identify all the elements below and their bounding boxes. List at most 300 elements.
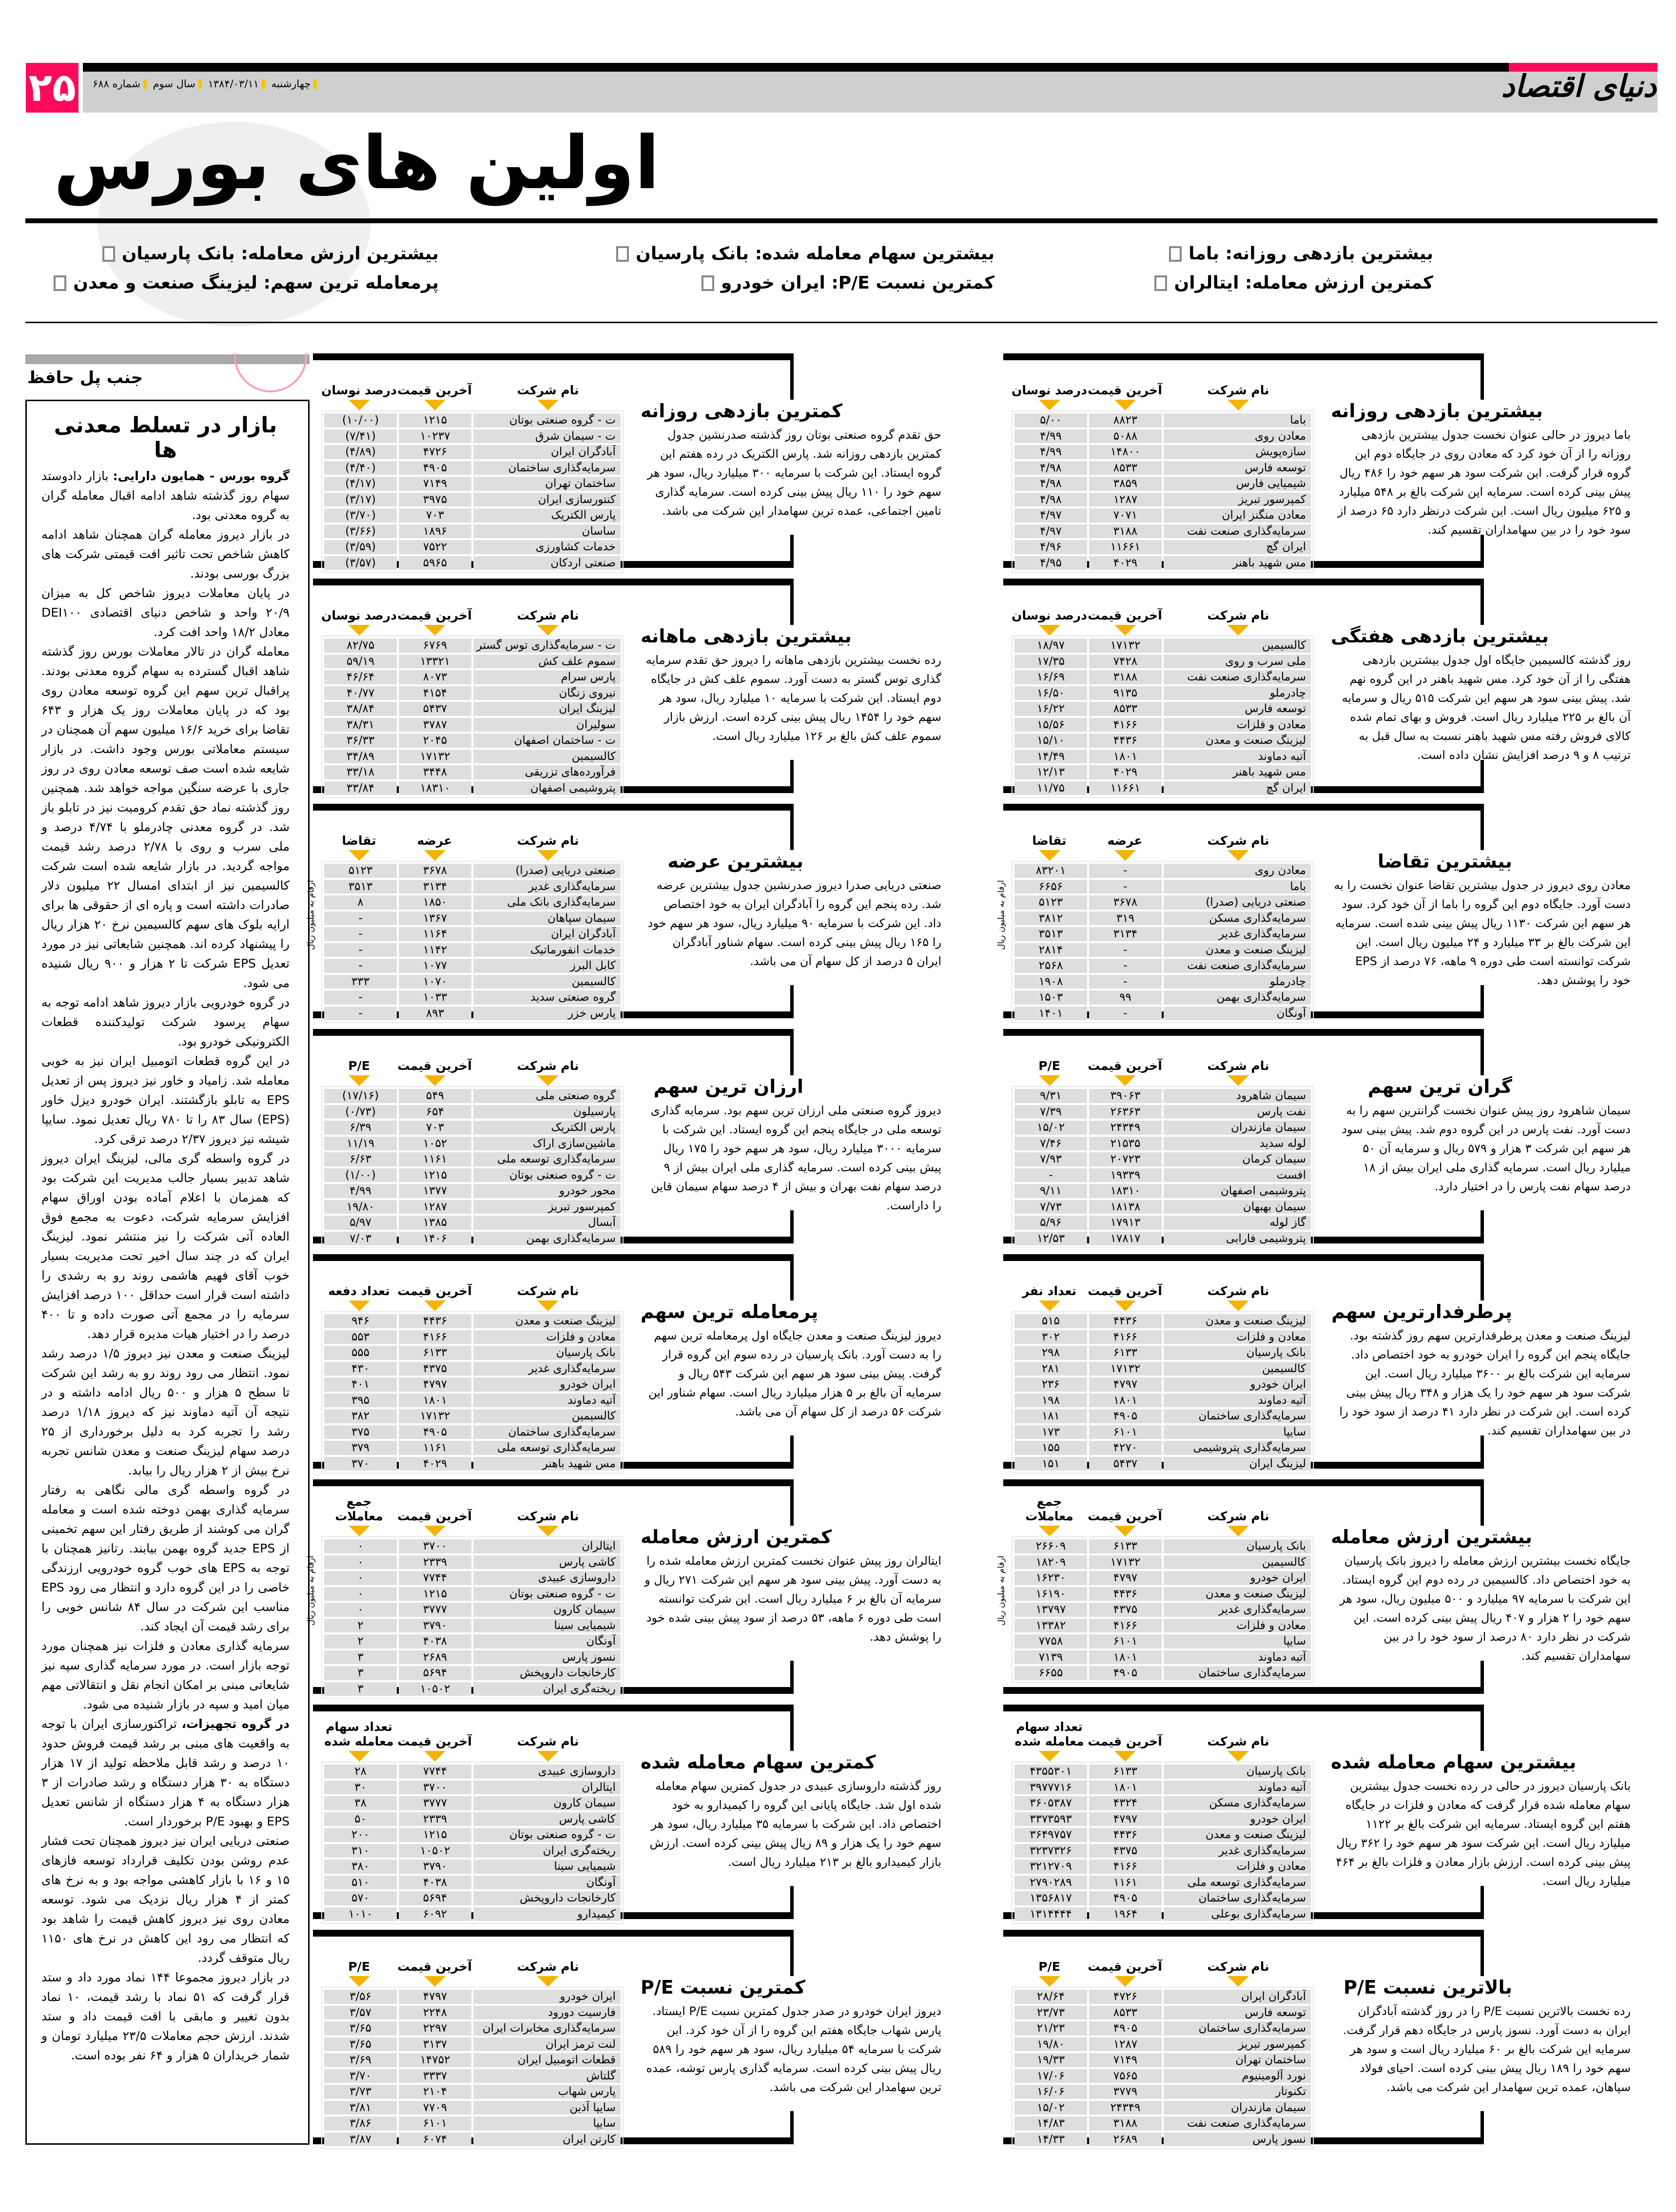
- table-row: [323, 2037, 622, 2053]
- section-text: روز گذشته داروسازی عبیدی در جدول کمترین سهام معامله شده اول شد. جایگاه پایانی این گروه را کیمیدارو به خود اختصاص داد. این شرکت با سرمایه ۳۵ میلیارد ریال، سود هر سهم خود را یک هزار و ۸۹ ریال پیش بینی کرده است. ارزش بازار کیمیدارو بالغ بر ۲۱۳ میلیارد ریال است.: [649, 1779, 941, 1869]
- table-row: [323, 733, 622, 749]
- column-header-label: جمع معاملات: [1025, 1494, 1073, 1523]
- value-primary: ۴۱۶۶: [1089, 718, 1162, 732]
- company-name: ساختمان تهران: [473, 477, 621, 491]
- company-name: صنعتی اردکان: [473, 556, 621, 570]
- table-row: [323, 990, 622, 1006]
- column-header: [321, 1490, 397, 1536]
- triangle-marker-icon: [1228, 1976, 1249, 1987]
- frame-edge: [1481, 1254, 1484, 1300]
- section-text: صنعتی دریایی صدرا دیروز صدرنشین جدول بیشترین عرضه شد. رده پنجم این گروه را آبادگران ایران به خود اختصاص داد. این شرکت با سرمایه ۹۰ میلیارد ریال، سود هر سهم خود را ۱۶۵ ریال پیش بینی کرده است. سهام شناور آبادگران ایران ۵ درصد از کل سهام آن می باشد.: [647, 878, 941, 968]
- table-row: [1013, 1633, 1312, 1649]
- column-header-label: آخرین قیمت: [397, 608, 472, 622]
- frame-edge: [790, 804, 794, 850]
- column-header: [397, 1265, 472, 1311]
- company-name: فرآورده‌های تزریقی: [473, 765, 621, 779]
- section-text: بانک پارسیان دیروز در حالی در رده نخست جدول بیشترین سهام معامله شده قرار گرفت که معادن و فلزات در جایگاه هفتم این گروه ایستاد. سرمایه این شرکت بالغ بر ۱۱۲۲ میلیارد ریال است. این شرکت سود هر سهم خود را ۳۶۲ ریال پیش بینی کرده است. ارزش بازار معادن و فلزات بالغ بر ۴۶۴ میلیارد ریال است.: [1336, 1779, 1631, 1888]
- company-name: چادرملو: [1164, 975, 1311, 989]
- masthead-bar: [83, 63, 1509, 72]
- table-row: [1013, 863, 1312, 879]
- section-text: دیروز ایران خودرو در صدر جدول کمترین نسبت P/E ایستاد. پارس شهاب جایگاه هفتم این گروه را از آن خود کرد. این شرکت با سرمایه ۵۴ میلیارد ریال، سود هر سهم خود را ۵۸۹ ریال پیش بینی کرده است. سرمایه گذاری پارس توشه، عمده ترین سهامدار این شرکت می باشد.: [646, 2004, 941, 2094]
- company-name: کالسیمین: [473, 1409, 621, 1423]
- checkbox-icon: [616, 246, 629, 262]
- company-name: سایپا: [473, 2116, 621, 2131]
- table-row: [323, 460, 622, 476]
- company-name: سرمایه‌گذاری ساختمان: [473, 461, 621, 475]
- company-name: نورد آلومینیوم: [1164, 2069, 1311, 2083]
- table-row: [1013, 1875, 1312, 1891]
- company-name: ساختمان تهران: [1164, 2053, 1311, 2067]
- column-header-label: P/E: [348, 1059, 370, 1073]
- triangle-marker-icon: [1039, 1075, 1060, 1086]
- company-name: سایپا: [1164, 1634, 1311, 1649]
- column-header: [321, 364, 397, 410]
- table-row: [1013, 974, 1312, 990]
- value-primary: ۷۰۷۱: [1089, 508, 1162, 523]
- value-secondary: ۳۴/۸۹: [324, 750, 397, 764]
- article-paragraph: [41, 1480, 290, 1636]
- ranking-table: [1012, 1536, 1314, 1683]
- company-name: مس شهید باهنر: [1164, 556, 1311, 570]
- frame-edge: [790, 1930, 794, 1976]
- article-paragraph: [41, 1051, 290, 1149]
- company-name: سیمان کارون: [473, 1603, 621, 1617]
- frame-edge: [790, 760, 794, 793]
- company-name: سرمایه‌گذاری بانک ملی: [473, 895, 621, 910]
- triangle-marker-icon: [424, 850, 446, 861]
- value-primary: ۴۰۲۹: [399, 1457, 471, 1471]
- triangle-marker-icon: [349, 1526, 370, 1536]
- ranking-table: [1012, 861, 1314, 1023]
- value-secondary: (۳/۵۷): [324, 556, 397, 570]
- value-secondary: ۳۸/۸۴: [324, 702, 397, 716]
- company-name: سرمایه‌گذاری توسعه ملی: [473, 1152, 621, 1166]
- triangle-marker-icon: [424, 1751, 446, 1762]
- triangle-marker-icon: [1114, 1075, 1136, 1086]
- summary-item: [702, 273, 994, 293]
- value-secondary: ۳/۷۳: [324, 2085, 397, 2099]
- value-secondary: ۱۶۲۳۰: [1014, 1571, 1087, 1585]
- column-header: [1012, 815, 1087, 861]
- company-name: آتیه دماوند: [1164, 1394, 1311, 1408]
- frame-edge: [790, 985, 794, 1018]
- divider: [25, 218, 1657, 223]
- company-name: آونگان: [1164, 1007, 1311, 1021]
- company-name: معادن و فلزات: [1164, 1860, 1311, 1874]
- ranking-table: [321, 1762, 624, 1924]
- column-header-label: نام شرکت: [517, 608, 579, 622]
- column-header: [321, 1265, 397, 1311]
- ranking-table: [1012, 410, 1314, 573]
- company-name: سایپا آذین: [473, 2101, 621, 2115]
- frame-edge: [790, 1661, 794, 1694]
- value-primary: ۴۰۲۹: [1089, 556, 1162, 570]
- triangle-marker-icon: [1114, 625, 1136, 636]
- frame-edge: [790, 353, 794, 400]
- table-row: [323, 1377, 622, 1393]
- table-row: [323, 1859, 622, 1875]
- triangle-marker-icon: [1228, 850, 1249, 861]
- company-name: آتیه دماوند: [473, 1394, 621, 1408]
- table-row: [323, 1827, 622, 1843]
- value-primary: ۴۷۹۷: [399, 1378, 471, 1392]
- column-header: [472, 1265, 624, 1311]
- company-name: پتروشیمی اصفهان: [1164, 1184, 1311, 1198]
- value-primary: ۲۶۸۹: [399, 1650, 471, 1665]
- value-primary: ۵۰۸۸: [1089, 429, 1162, 444]
- section-title: پرطرفدارترین سهم: [1331, 1301, 1512, 1322]
- paragraph-text: معامله گران در تالار معاملات بورس روز گذشته شاهد اقبال گسترده به سهام گروه معدنی بودند. پراقبال ترین سهم این گروه توسعه معادن روی بود که در پایان معاملات روز یک هزار و ۶۴۳ تقاضا برای خرید ۱۶/۶ میلیون سهم آن همچنان در سیستم معاملاتی بورس وجود داشت. در بازار شایعه شده است صف توسعه معادن روی در روز جاری با عرضه سنگین مواجه خواهد شد. همچنین روز گذشته نماد حق تقدم کرومیت نیز در تابلو باز شد. در گروه معدنی چادرملو با ۴/۷۴ درصد و ملی سرب و روی با ۲/۷۸ درصد رشد قیمت مواجه گردید. در بازار شایعه شده است شرکت کالسیمین نیز از ابتدای امسال ۲۲ میلیون دلار صادرات داشته است و پاره ای از حقوقی ها برای ارایه بلوک های سهم کالسیمین نرخ ۲۰ هزار ریال را پیشنهاد کرده اند. همچنین شایعاتی نیز در مورد تعدیل EPS شرکت تا ۲ هزار و ۹۰۰ ریال شنیده می شود.: [41, 644, 290, 990]
- value-primary: ۱۳۶۷: [399, 912, 471, 926]
- value-secondary: ۰: [324, 1539, 397, 1553]
- table-row: [323, 1313, 622, 1329]
- company-name: شیمیایی فارس: [1164, 477, 1311, 491]
- table-row: [323, 749, 622, 765]
- ranking-section: [313, 1705, 991, 1924]
- value-secondary: ۴/۹۸: [1014, 461, 1087, 475]
- column-header-label: آخرین قیمت: [397, 1284, 472, 1298]
- company-name: سرمایه‌گذاری بهمن: [1164, 990, 1311, 1005]
- company-name: سرمایه‌گذاری غدیر: [1164, 927, 1311, 941]
- company-name: کالسیمین: [1164, 639, 1311, 653]
- column-header: [1163, 589, 1314, 636]
- value-secondary: ۱۵/۰۲: [1014, 1121, 1087, 1135]
- value-primary: ۴۳۷۵: [1089, 1844, 1162, 1858]
- value-primary: ۲۱۵۳۵: [1089, 1137, 1162, 1151]
- table-row: [323, 2068, 622, 2084]
- value-primary: ۱۸۰۱: [1089, 1394, 1162, 1408]
- value-secondary: ۰: [324, 1603, 397, 1617]
- company-name: لیزینگ ایران: [473, 702, 621, 716]
- value-primary: ۱۷۱۳۲: [1089, 639, 1162, 653]
- value-primary: ۱۰۵۲: [399, 1137, 471, 1151]
- column-header-label: نام شرکت: [1207, 383, 1269, 397]
- value-secondary: ۱۴۰۱: [1014, 1007, 1087, 1021]
- column-header: [1012, 1490, 1087, 1536]
- value-secondary: ۱۵/۰۲: [1014, 2101, 1087, 2115]
- table-row: [323, 1890, 622, 1906]
- table-header: [321, 1715, 624, 1762]
- value-secondary: -: [324, 927, 397, 941]
- value-secondary: ۳۷۰: [324, 1457, 397, 1471]
- value-primary: ۴۷۹۷: [1089, 1378, 1162, 1392]
- table-row: [323, 1795, 622, 1811]
- value-primary: ۲۴۳۴۹: [1089, 2101, 1162, 2115]
- market-article: [25, 400, 310, 2145]
- table-row: [323, 1361, 622, 1377]
- paragraph-text: در گروه واسطه گری مالی نگاهی به رفتار سرمایه گذاری بهمن دوخته شده است و معامله گران می کوشند از طریق رفتار این سهم تخمینی از EPS جدید گروه بهمن بیابند. رتانیز همچنان با توجه به EPS های خوب گروه خودرویی ارزندگی خاصی را در این گروه دارد و انتظار می رود EPS مناسب این شرکت در سال ۸۴ شانس خوبی را برای رشد قیمت آن ایجاد کند.: [41, 1483, 290, 1633]
- article-body: [41, 466, 290, 2065]
- column-header-label: جمع معاملات: [335, 1494, 383, 1523]
- company-name: پارس شهاب: [473, 2085, 621, 2099]
- triangle-marker-icon: [1114, 1300, 1136, 1311]
- paragraph-text: بازار دادوستد سهام روز گذشته شاهد ادامه اقبال معامله گران به گروه معدنی بود.: [41, 469, 290, 522]
- column-header: [321, 589, 397, 636]
- value-secondary: ۳/۶۵: [324, 2021, 397, 2036]
- column-header-label: آخرین قیمت: [397, 1734, 472, 1748]
- table-row: [323, 863, 622, 879]
- paragraph-text: در پایان معاملات دیروز شاخص کل به میزان ۲۰/۹ واحد و شاخص دنیای اقتصادی DEI۱۰۰ معادل ۱۸/۲ واحد افت کرد.: [41, 586, 290, 639]
- table-row: [323, 1538, 622, 1554]
- ranking-section: [313, 353, 991, 573]
- table-header: [1012, 1490, 1314, 1536]
- value-secondary: ۲: [324, 1619, 397, 1633]
- value-secondary: ۶/۳۹: [324, 1121, 397, 1135]
- triangle-marker-icon: [424, 1075, 446, 1086]
- article-paragraph: [41, 525, 290, 583]
- article-title: بازار در تسلط معدنی ها: [54, 413, 277, 463]
- value-primary: ۸۰۷۳: [399, 670, 471, 684]
- value-secondary: ۳۱۰: [324, 1844, 397, 1858]
- checkbox-icon: [702, 275, 714, 291]
- company-name: سرمایه‌گذاری صنعت نفت: [1164, 959, 1311, 973]
- value-primary: ۱۱۶۱: [399, 1441, 471, 1455]
- company-name: ت - گروه صنعتی بوتان: [473, 1587, 621, 1601]
- column-header-label: آخرین قیمت: [397, 1509, 472, 1523]
- column-header: [1087, 1715, 1163, 1762]
- column-header: [1012, 1265, 1087, 1311]
- ranking-section: [996, 804, 1676, 1023]
- column-header: [1012, 589, 1087, 636]
- column-header: [321, 1715, 397, 1762]
- section-title: بیشترین تقاضا: [1377, 851, 1512, 872]
- frame-edge: [790, 1479, 794, 1526]
- triangle-marker-icon: [1228, 625, 1249, 636]
- column-header: [321, 815, 397, 861]
- value-primary: ۲۳۳۹: [399, 1812, 471, 1826]
- section-title: بیشترین سهام معامله شده: [1331, 1751, 1577, 1773]
- value-secondary: ۲۵۶۸: [1014, 959, 1087, 973]
- column-header: [397, 1490, 472, 1536]
- column-kicker: جنب پل حافظ: [27, 368, 143, 388]
- value-secondary: ۳۹۷۷۷۱۶: [1014, 1781, 1087, 1795]
- section-text: لیزینگ صنعت و معدن پرطرفدارترین سهم روز گذشته بود. جایگاه پنجم این گروه را ایران خودرو به خود اختصاص داد. سرمایه این شرکت بالغ بر ۳۶۰۰ میلیارد ریال است. این شرکت سود هر سهم خود را یک هزار و ۳۴۸ ریال پیش بینی کرده است. این شرکت در نظر دارد ۴۱ درصد از سود خود را در بین سهامداران تقسیم کند.: [1339, 1329, 1631, 1437]
- table-row: [323, 717, 622, 733]
- value-secondary: ۹۴۶: [324, 1314, 397, 1328]
- section-title: بیشترین عرضه: [667, 851, 803, 872]
- value-primary: ۱۷۱۳۲: [399, 750, 471, 764]
- dateline-date: ۱۳۸۴/۰۳/۱۱: [208, 78, 259, 90]
- article-paragraph: [41, 1714, 290, 1831]
- company-name: سیمان مازندران: [1164, 2101, 1311, 2115]
- table-row: [1013, 2132, 1312, 2148]
- value-secondary: ۱۹۸: [1014, 1394, 1087, 1408]
- triangle-marker-icon: [537, 1751, 559, 1762]
- column-header-label: نام شرکت: [517, 1059, 579, 1073]
- section-text: سیمان شاهرود روز پیش عنوان نخست گرانترین سهم را به دست آورد. نفت پارس در این گروه دوم شد. پیش بینی سود هر سهم این شرکت ۳ هزار و ۵۷۹ ریال و سرمایه آن ۵۰ میلیارد ریال است. سرمایه گذاری ملی ایران بیش از ۱۸ درصد سهام نفت پارس را در اختیار دارد.: [1342, 1104, 1631, 1193]
- article-paragraph: [41, 466, 290, 525]
- company-name: ت - گروه صنعتی بوتان: [473, 1828, 621, 1842]
- value-primary: ۳۱۸۸: [1089, 524, 1162, 539]
- company-name: کیمیدارو: [473, 1907, 621, 1921]
- value-primary: ۳۱۸۸: [1089, 670, 1162, 684]
- frame-edge: [790, 2111, 794, 2144]
- column-header: [472, 1040, 624, 1086]
- company-name: پتروشیمی اصفهان: [473, 781, 621, 796]
- table-row: [1013, 555, 1312, 571]
- value-secondary: (۳/۷۰): [324, 508, 397, 523]
- company-name: مس شهید باهنر: [1164, 765, 1311, 779]
- value-secondary: -: [324, 943, 397, 957]
- value-secondary: (۴/۴۰): [324, 461, 397, 475]
- table-row: [1013, 879, 1312, 895]
- company-name: بانک پارسیان: [1164, 1765, 1311, 1779]
- value-secondary: ۱۸۱: [1014, 1409, 1087, 1423]
- value-primary: ۹۱۳۵: [1089, 686, 1162, 700]
- value-primary: ۳۱۸۸: [1089, 2116, 1162, 2131]
- ranking-section: [313, 1930, 991, 2149]
- value-primary: ۶۷۶۹: [399, 639, 471, 653]
- value-primary: ۱۱۶۱: [1089, 1876, 1162, 1890]
- ranking-table: [1012, 1311, 1314, 1474]
- table-row: [323, 1104, 622, 1120]
- section-title: بیشترین ارزش معامله: [1331, 1526, 1533, 1548]
- table-row: [1013, 2037, 1312, 2053]
- value-primary: ۲۰۷۲۳: [1089, 1152, 1162, 1166]
- value-secondary: ۱۸۲۰۹: [1014, 1555, 1087, 1570]
- table-row: [323, 1811, 622, 1827]
- company-name: کمپرسور تبریز: [1164, 493, 1311, 507]
- table-row: [323, 1199, 622, 1215]
- paragraph-text: سرمایه گذاری معادن و فلزات نیز همچنان مورد توجه بازار است. در مورد سرمایه گذاری سپه نیز شایعاتی مبنی بر امکان انجام نقل و انتقالاتی مهم میان امید و سپه در بازار شنیده می شود.: [41, 1639, 290, 1711]
- table-row: [1013, 669, 1312, 685]
- value-secondary: ۱۳۷۹۷: [1014, 1603, 1087, 1617]
- value-secondary: ۳۳۷۳۵۹۳: [1014, 1812, 1087, 1826]
- value-primary: ۱۰۵۰۲: [399, 1844, 471, 1858]
- value-primary: ۴۴۳۶: [1089, 1587, 1162, 1601]
- company-name: ایران خودرو: [473, 1990, 621, 2004]
- value-secondary: ۲۶۶۰۹: [1014, 1539, 1087, 1553]
- value-primary: ۴۹۰۵: [1089, 1666, 1162, 1680]
- table-row: [1013, 1618, 1312, 1634]
- company-name: سیمان سپاهان: [473, 912, 621, 926]
- table-row: [323, 1554, 622, 1571]
- triangle-marker-icon: [1039, 1526, 1060, 1536]
- ranking-table: [321, 1987, 624, 2149]
- value-secondary: ۱۶/۰۶: [1014, 2085, 1087, 2099]
- frame-edge: [1481, 760, 1484, 793]
- value-primary: ۶۵۴: [399, 1105, 471, 1119]
- company-name: ملی سرب و روی: [1164, 655, 1311, 669]
- value-primary: ۴۱۶۶: [399, 1330, 471, 1344]
- frame-edge: [790, 579, 794, 625]
- company-name: سیمان کرمان: [1164, 1152, 1311, 1166]
- unit-label: ارقام به میلیون ریال: [306, 1555, 316, 1626]
- table-header: [321, 1940, 624, 1987]
- triangle-marker-icon: [1039, 625, 1060, 636]
- section-text: حق تقدم گروه صنعتی بوتان روز گذشته صدرنشین جدول کمترین بازدهی روزانه شد. پارس الکتریک در رده هفتم این گروه ایستاد. این شرکت با سرمایه ۳۰۰ میلیارد ریال، سود هر سهم خود را ۱۱۰ ریال پیش بینی کرده است. سرمایه گذاری تامین اجتماعی، عمده ترین سهامدار این شرکت می باشد.: [647, 428, 941, 518]
- value-secondary: ۳۰: [324, 1781, 397, 1795]
- company-name: صنعتی دریایی (صدرا): [1164, 895, 1311, 910]
- table-row: [1013, 1313, 1312, 1329]
- triangle-marker-icon: [537, 1526, 559, 1536]
- article-paragraph: [41, 583, 290, 642]
- summary-item: [102, 244, 439, 264]
- section-text: معادن روی دیروز در جدول بیشترین تقاضا عنوان نخست را به دست آورد. جایگاه دوم این گروه را باما از آن خود کرد. سود هر سهم این شرکت ۱۱۳۰ ریال پیش بینی شده است. سرمایه این شرکت بالغ بر ۳۳ میلیارد و ۲۴ میلیون ریال است. این شرکت توانسته است طی دوره ۹ ماهه، ۷۶ درصد از EPS خود را پوشش دهد.: [1334, 878, 1631, 987]
- company-name: افست: [1164, 1168, 1311, 1183]
- value-secondary: ۴/۹۷: [1014, 524, 1087, 539]
- column-header-label: آخرین قیمت: [397, 383, 472, 397]
- table-row: [323, 555, 622, 571]
- value-primary: ۵۶۹۴: [399, 1891, 471, 1905]
- table-row: [1013, 507, 1312, 524]
- column-header: [1087, 1265, 1163, 1311]
- article-paragraph: [41, 1149, 290, 1344]
- value-primary: ۱۲۱۵: [399, 1587, 471, 1601]
- column-header-label: نام شرکت: [517, 1509, 579, 1523]
- value-primary: ۴۹۰۵: [1089, 1409, 1162, 1423]
- value-primary: ۱۷۹۱۳: [1089, 1216, 1162, 1230]
- table-row: [323, 685, 622, 701]
- paragraph-text: در بازار دیروز مجموعا ۱۴۴ نماد مورد داد و ستد قرار گرفت که ۵۱ نماد با رشد قیمت، ۱۰ نماد بدون تغییر و مابقی با افت قیمت داد و ستد شدند. ارزش حجم معاملات ۲۳/۵ میلیارد تومان و شمار خریداران ۵ هزار و ۶۴ نفر بوده است.: [41, 1970, 290, 2062]
- column-header-label: تقاضا: [342, 834, 376, 848]
- triangle-marker-icon: [424, 400, 446, 410]
- value-primary: ۳۷۰۰: [399, 1781, 471, 1795]
- value-primary: ۴۹۰۵: [399, 1425, 471, 1439]
- section-title: گران ترین سهم: [1367, 1076, 1512, 1097]
- value-primary: ۷۰۳: [399, 1121, 471, 1135]
- table-row: [1013, 1088, 1312, 1104]
- company-name: سرمایه‌گذاری توسعه ملی: [473, 1441, 621, 1455]
- value-secondary: ۱۵/۱۰: [1014, 734, 1087, 748]
- table-row: [1013, 539, 1312, 555]
- company-name: فارسیت دورود: [473, 2006, 621, 2020]
- value-secondary: ۱۳۳۸۲: [1014, 1619, 1087, 1633]
- column-header: [1163, 1940, 1314, 1987]
- ranking-section: [306, 804, 991, 1023]
- column-header: [1087, 589, 1163, 636]
- value-primary: ۱۹۶۴: [1089, 1907, 1162, 1921]
- frame-edge: [790, 535, 794, 568]
- table-row: [323, 1408, 622, 1424]
- table-row: [323, 1440, 622, 1456]
- column-header-label: نام شرکت: [517, 1284, 579, 1298]
- company-name: سرمایه‌گذاری صنعت نفت: [1164, 524, 1311, 539]
- ranking-section: [1003, 353, 1676, 573]
- paragraph-text: در گروه واسطه گری مالی، لیزینگ ایران دیروز شاهد تدبیر بسیار جالب مدیریت این شرکت بود که همزمان با اعلام آماده بودن اوراق سهام افزایش سرمایه شرکت، دعوت به مجمع فوق العاده آتی شرکت را نیز منتشر نمود. لیزینگ ایران که در چند سال اخیر تحت مدیریت بسیار خوب آقای فهیم هاشمی روند رو به رشدی را داشته است قرار است حداقل ۱۰۰ درصد افزایش سرمایه را در مجمع آتی صورت داده و تا ۴۰۰ درصد را در اختیار هیات مدیره قرار دهد.: [41, 1151, 290, 1341]
- table-header: [1012, 1715, 1314, 1762]
- value-primary: ۳۱۳۴: [1089, 927, 1162, 941]
- value-primary: ۸۸۲۳: [1089, 413, 1162, 427]
- value-secondary: ۱۹/۸۰: [324, 1200, 397, 1214]
- separator-marker: [262, 79, 265, 89]
- company-name: پارسیلون: [473, 1105, 621, 1119]
- column-header-label: تعداد نفر: [1022, 1284, 1076, 1298]
- table-row: [323, 701, 622, 717]
- company-name: سرمایه‌گذاری توسعه ملی: [1164, 1876, 1311, 1890]
- value-secondary: (۰/۷۳): [324, 1105, 397, 1119]
- frame-edge: [790, 1886, 794, 1919]
- column-header: [397, 364, 472, 410]
- section-title: ارزان ترین سهم: [653, 1076, 803, 1097]
- value-secondary: ۱۷/۰۶: [1014, 2069, 1087, 2083]
- table-row: [1013, 1136, 1312, 1152]
- table-row: [323, 1393, 622, 1409]
- value-primary: ۳۱۳۷: [399, 2037, 471, 2052]
- table-row: [323, 1665, 622, 1681]
- checkbox-icon: [54, 275, 66, 291]
- table-row: [1013, 1440, 1312, 1456]
- value-secondary: ۴۰/۷۷: [324, 686, 397, 700]
- table-row: [1013, 1795, 1312, 1811]
- table-row: [1013, 942, 1312, 958]
- table-row: [323, 879, 622, 895]
- value-secondary: ۳/۶۵: [324, 2037, 397, 2052]
- section-text: جایگاه نخست بیشترین ارزش معامله را دیروز بانک پارسیان به خود اختصاص داد. کالسیمین در رده دوم این گروه ایستاد. این شرکت با سرمایه ۹۷ میلیارد و ۵۰۰ میلیون ریال، سود هر سهم خود را ۲ هزار و ۴۰۷ ریال پیش بینی کرده است. این شرکت در نظر دارد ۸۰ درصد از سود خود را در بین سهامداران تقسیم کند.: [1339, 1554, 1631, 1663]
- value-secondary: ۲: [324, 1634, 397, 1649]
- value-secondary: ۳۵۱۳: [1014, 927, 1087, 941]
- page-number: ۲۵: [26, 63, 78, 113]
